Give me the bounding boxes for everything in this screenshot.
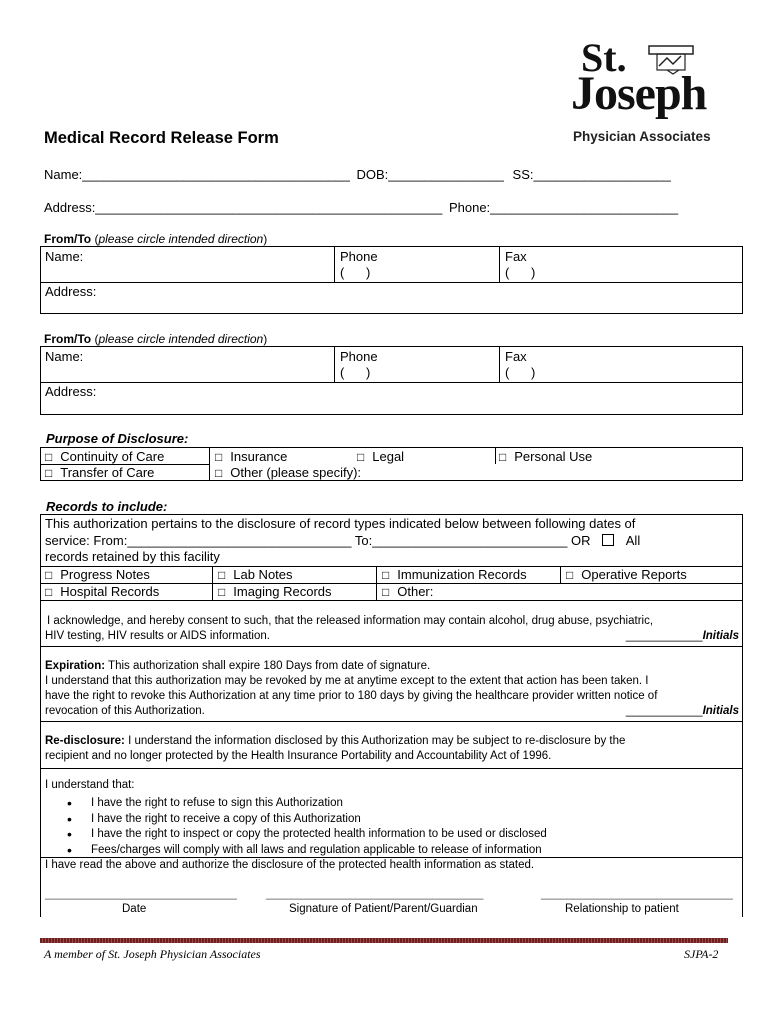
understand-list bbox=[45, 796, 547, 858]
records-other-checkbox[interactable]: □ Other: bbox=[382, 584, 433, 599]
fromto2-heading: From/To (please circle intended direction) bbox=[44, 332, 268, 346]
authorization-statement: I have read the above and authorize the disclosure of the protected health information as stated. bbox=[45, 859, 535, 871]
understand-heading: I understand that: bbox=[45, 779, 135, 791]
patient-address-field[interactable]: Address:________________________________________________ bbox=[44, 200, 443, 215]
records-date-range[interactable]: service: From:_______________________________ To:___________________________ OR bbox=[45, 533, 591, 548]
fromto2-phone-label[interactable]: Phone bbox=[340, 349, 378, 364]
fromto1-fax-label[interactable]: Fax bbox=[505, 249, 527, 264]
fromto1-address-label[interactable]: Address: bbox=[45, 284, 97, 299]
fromto2-address-label[interactable]: Address: bbox=[45, 384, 97, 399]
fromto1-phone-label[interactable]: Phone bbox=[340, 249, 378, 264]
fromto2-table bbox=[40, 346, 743, 415]
records-all-checkbox[interactable] bbox=[602, 534, 614, 546]
purpose-heading: Purpose of Disclosure: bbox=[46, 431, 189, 446]
records-intro-line3: records retained by this facility bbox=[45, 549, 220, 564]
purpose-transfer-checkbox[interactable]: □ Transfer of Care bbox=[45, 465, 154, 480]
records-hospital-checkbox[interactable]: □ Hospital Records bbox=[45, 584, 159, 599]
date-label: Date bbox=[122, 903, 147, 915]
records-immunization-checkbox[interactable]: □ Immunization Records bbox=[382, 567, 527, 582]
records-imaging-checkbox[interactable]: □ Imaging Records bbox=[218, 584, 332, 599]
records-heading: Records to include: bbox=[46, 499, 168, 514]
purpose-other-checkbox[interactable]: □ Other (please specify): bbox=[215, 465, 361, 480]
expiration-line2: I understand that this authorization may be revoked by me at anytime except to the extent that action has been taken. I bbox=[45, 675, 649, 687]
consent-initials[interactable]: ____________Initials bbox=[625, 630, 739, 642]
expiration-line4: revocation of this Authorization. bbox=[45, 705, 205, 717]
patient-phone-field[interactable]: Phone:__________________________ bbox=[448, 200, 679, 215]
footer-divider bbox=[40, 938, 728, 943]
fromto1-name-label[interactable]: Name: bbox=[45, 249, 84, 264]
ss-field[interactable]: SS:___________________ bbox=[512, 167, 671, 182]
records-table bbox=[40, 514, 743, 601]
date-signature-line[interactable]: ______________________________ bbox=[45, 888, 237, 900]
fromto1-heading: From/To (please circle intended direction) bbox=[44, 232, 268, 246]
list-item: • Fees/charges will comply with all laws and regulation applicable to release of information bbox=[45, 843, 547, 859]
expiration-line3: have the right to revoke this Authorization at any time prior to 180 days by giving the healthcare provider written notice of bbox=[45, 690, 658, 702]
records-intro-line1: This authorization pertains to the disclosure of record types indicated below between following dates of bbox=[45, 516, 636, 531]
records-lab-checkbox[interactable]: □ Lab Notes bbox=[218, 567, 293, 582]
logo-line2: Joseph bbox=[571, 67, 707, 120]
records-progress-checkbox[interactable]: □ Progress Notes bbox=[45, 567, 150, 582]
list-item: • I have the right to refuse to sign this Authorization bbox=[45, 796, 547, 812]
dob-field[interactable]: DOB:________________ bbox=[356, 167, 504, 182]
purpose-insurance-checkbox[interactable]: □ Insurance bbox=[215, 449, 287, 464]
logo-subtitle: Physician Associates bbox=[573, 129, 711, 144]
redisclosure-line2: recipient and no longer protected by the Health Insurance Portability and Accountability Act of 1996. bbox=[45, 750, 552, 762]
fromto2-fax-paren: ( ) bbox=[505, 365, 536, 380]
patient-name-field[interactable]: Name:_____________________________________ bbox=[44, 167, 350, 182]
consent-block bbox=[40, 600, 743, 917]
footer-left: A member of St. Joseph Physician Associates bbox=[44, 947, 261, 961]
fromto2-fax-label[interactable]: Fax bbox=[505, 349, 527, 364]
expiration-initials[interactable]: ____________Initials bbox=[625, 705, 739, 717]
consent-line1: I acknowledge, and hereby consent to such, that the released information may contain alcohol, drug abuse, psychiatric, bbox=[47, 615, 654, 627]
purpose-table bbox=[40, 447, 743, 481]
list-item: • I have the right to receive a copy of this Authorization bbox=[45, 812, 547, 828]
fromto1-table bbox=[40, 246, 743, 314]
relationship-signature-line[interactable]: ______________________________ bbox=[541, 888, 733, 900]
patient-signature-line[interactable]: __________________________________ bbox=[266, 888, 484, 900]
form-title: Medical Record Release Form bbox=[44, 129, 279, 147]
signature-label: Signature of Patient/Parent/Guardian bbox=[289, 903, 478, 915]
records-intro-line2 bbox=[45, 533, 640, 548]
records-operative-checkbox[interactable]: □ Operative Reports bbox=[566, 567, 687, 582]
list-item: • I have the right to inspect or copy the protected health information to be used or disclosed bbox=[45, 827, 547, 843]
fromto1-fax-paren: ( ) bbox=[505, 265, 536, 280]
relationship-label: Relationship to patient bbox=[565, 903, 679, 915]
redisclosure-line1: Re-disclosure: I understand the information disclosed by this Authorization may be subject to re-disclosure by the bbox=[45, 735, 626, 747]
purpose-legal-checkbox[interactable]: □ Legal bbox=[357, 449, 404, 464]
records-all-label: All bbox=[625, 533, 641, 548]
fromto2-phone-paren: ( ) bbox=[340, 365, 371, 380]
footer-right: SJPA-2 bbox=[684, 947, 719, 961]
patient-info-row bbox=[44, 167, 671, 182]
expiration-line1: Expiration: This authorization shall expire 180 Days from date of signature. bbox=[45, 660, 431, 672]
purpose-personal-checkbox[interactable]: □ Personal Use bbox=[499, 449, 592, 464]
fromto2-name-label[interactable]: Name: bbox=[45, 349, 84, 364]
fromto1-phone-paren: ( ) bbox=[340, 265, 371, 280]
logo bbox=[565, 35, 735, 150]
logo-line1: St. bbox=[581, 35, 627, 80]
patient-address-row bbox=[44, 200, 678, 215]
purpose-continuity-checkbox[interactable]: □ Continuity of Care bbox=[45, 449, 164, 464]
consent-line2: HIV testing, HIV results or AIDS information. bbox=[45, 630, 270, 642]
